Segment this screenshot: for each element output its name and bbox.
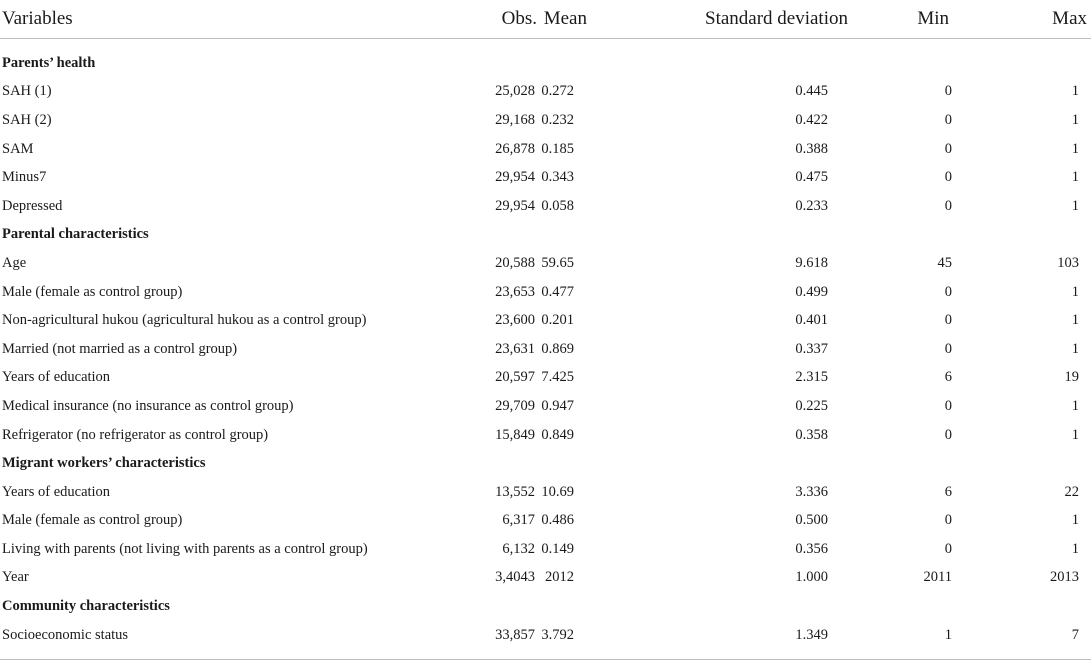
cell-sd	[632, 449, 888, 478]
table-row	[0, 392, 1091, 421]
cell-mean: 0.185	[541, 140, 574, 157]
table-row	[0, 78, 1091, 107]
variable-label: Years of education	[2, 483, 111, 500]
header-max: Max	[986, 0, 1091, 39]
section-label: Community characteristics	[2, 598, 170, 615]
cell-mean: 0.477	[541, 283, 574, 300]
cell-min: 0	[944, 340, 952, 357]
cell-min	[888, 592, 986, 621]
cell-obs	[455, 39, 537, 78]
cell-obs: 33,857	[495, 626, 535, 643]
cell-min: 0	[944, 169, 952, 186]
cell-min: 6	[944, 369, 952, 386]
table-row	[0, 621, 1091, 650]
header-obs: Obs.	[455, 0, 537, 39]
cell-mean: 7.425	[541, 369, 574, 386]
cell-min: 6	[944, 483, 952, 500]
cell-sd: 0.225	[795, 397, 828, 414]
cell-min: 0	[944, 512, 952, 529]
cell-obs: 15,849	[495, 426, 535, 443]
variable-label: SAH (2)	[2, 111, 52, 128]
cell-mean: 0.849	[541, 426, 574, 443]
cell-min: 0	[944, 283, 952, 300]
variable-label: Refrigerator (no refrigerator as control group)	[2, 426, 269, 443]
cell-mean: 0.947	[541, 397, 574, 414]
cell-max: 1	[1071, 312, 1079, 329]
cell-obs: 23,631	[495, 340, 535, 357]
table-row	[0, 135, 1091, 164]
cell-mean	[537, 592, 632, 621]
cell-max: 1	[1071, 397, 1079, 414]
cell-max: 22	[1064, 483, 1079, 500]
table-row	[0, 306, 1091, 335]
cell-sd: 0.233	[795, 197, 828, 214]
section-header-row	[0, 449, 1091, 478]
cell-max	[986, 221, 1091, 250]
variable-label: SAH (1)	[2, 83, 52, 100]
cell-min: 1	[944, 626, 952, 643]
section-header-row	[0, 39, 1091, 78]
table-row	[0, 564, 1091, 593]
cell-min	[888, 39, 986, 78]
cell-mean: 59.65	[541, 254, 574, 271]
header-variables: Variables	[0, 0, 455, 39]
variable-label: Medical insurance (no insurance as control group)	[2, 397, 294, 414]
bottom-rule	[0, 659, 1091, 660]
cell-mean: 2012	[545, 569, 574, 586]
cell-min: 0	[944, 426, 952, 443]
cell-obs: 29,168	[495, 111, 535, 128]
cell-mean: 0.869	[541, 340, 574, 357]
cell-obs	[455, 592, 537, 621]
cell-min: 0	[944, 111, 952, 128]
cell-max: 1	[1071, 169, 1079, 186]
table-row	[0, 535, 1091, 564]
variable-label: Years of education	[2, 369, 111, 386]
cell-mean: 0.201	[541, 312, 574, 329]
table-header	[0, 0, 1091, 39]
cell-max: 1	[1071, 111, 1079, 128]
variable-label: Non-agricultural hukou (agricultural hukou as a control group)	[2, 312, 367, 329]
cell-sd: 9.618	[795, 254, 828, 271]
cell-obs: 26,878	[495, 140, 535, 157]
cell-obs	[455, 221, 537, 250]
cell-max: 103	[1057, 254, 1079, 271]
cell-sd	[632, 592, 888, 621]
variable-label: Age	[2, 254, 27, 271]
cell-sd: 3.336	[795, 483, 828, 500]
cell-obs: 13,552	[495, 483, 535, 500]
cell-max	[986, 592, 1091, 621]
cell-min	[888, 221, 986, 250]
cell-max: 1	[1071, 197, 1079, 214]
cell-min: 0	[944, 83, 952, 100]
cell-max: 19	[1064, 369, 1079, 386]
variable-label: Living with parents (not living with parents as a control group)	[2, 540, 368, 557]
cell-obs: 29,709	[495, 397, 535, 414]
variable-label: Male (female as control group)	[2, 512, 183, 529]
variable-label: Minus7	[2, 169, 47, 186]
cell-mean: 0.486	[541, 512, 574, 529]
cell-min: 0	[944, 197, 952, 214]
cell-mean	[537, 39, 632, 78]
cell-sd: 0.401	[795, 312, 828, 329]
variable-label: Male (female as control group)	[2, 283, 183, 300]
cell-sd: 0.445	[795, 83, 828, 100]
cell-max: 1	[1071, 140, 1079, 157]
section-label: Parental characteristics	[2, 226, 149, 243]
cell-max: 1	[1071, 83, 1079, 100]
cell-sd: 0.475	[795, 169, 828, 186]
cell-mean: 0.058	[541, 197, 574, 214]
cell-mean: 0.272	[541, 83, 574, 100]
cell-max: 1	[1071, 340, 1079, 357]
cell-sd: 2.315	[795, 369, 828, 386]
cell-sd: 0.337	[795, 340, 828, 357]
section-header-row	[0, 221, 1091, 250]
section-label: Parents’ health	[2, 54, 96, 71]
variable-label: Year	[2, 569, 29, 586]
variable-label: Socioeconomic status	[2, 626, 129, 643]
cell-obs: 20,588	[495, 254, 535, 271]
cell-max	[986, 449, 1091, 478]
cell-min: 0	[944, 312, 952, 329]
cell-obs: 25,028	[495, 83, 535, 100]
cell-max: 1	[1071, 426, 1079, 443]
cell-sd: 0.356	[795, 540, 828, 557]
cell-min: 2011	[923, 569, 952, 586]
table-row	[0, 249, 1091, 278]
cell-sd: 0.500	[795, 512, 828, 529]
table-row	[0, 478, 1091, 507]
table-row	[0, 278, 1091, 307]
cell-sd	[632, 221, 888, 250]
variable-label: Depressed	[2, 197, 63, 214]
cell-min: 0	[944, 540, 952, 557]
cell-mean: 10.69	[541, 483, 574, 500]
variable-label: SAM	[2, 140, 34, 157]
cell-mean: 0.149	[541, 540, 574, 557]
cell-max: 7	[1071, 626, 1079, 643]
cell-max: 1	[1071, 283, 1079, 300]
cell-obs: 3,4043	[495, 569, 535, 586]
cell-max: 1	[1071, 512, 1079, 529]
cell-obs: 29,954	[495, 197, 535, 214]
cell-sd: 0.422	[795, 111, 828, 128]
cell-max: 2013	[1050, 569, 1079, 586]
cell-mean: 3.792	[541, 626, 574, 643]
cell-mean: 0.343	[541, 169, 574, 186]
cell-sd	[632, 39, 888, 78]
cell-obs: 23,653	[495, 283, 535, 300]
header-row	[0, 0, 1091, 39]
table-row	[0, 507, 1091, 536]
cell-mean: 0.232	[541, 111, 574, 128]
table-row	[0, 364, 1091, 393]
cell-obs: 23,600	[495, 312, 535, 329]
cell-obs: 6,317	[502, 512, 535, 529]
cell-max: 1	[1071, 540, 1079, 557]
cell-sd: 0.358	[795, 426, 828, 443]
cell-max	[986, 39, 1091, 78]
header-sd: Standard deviation	[632, 0, 888, 39]
cell-min	[888, 449, 986, 478]
cell-obs: 6,132	[502, 540, 535, 557]
cell-mean	[537, 449, 632, 478]
header-mean: Mean	[537, 0, 632, 39]
cell-sd: 1.349	[795, 626, 828, 643]
cell-min: 0	[944, 397, 952, 414]
table-row	[0, 106, 1091, 135]
table-row	[0, 335, 1091, 364]
cell-obs: 29,954	[495, 169, 535, 186]
section-label: Migrant workers’ characteristics	[2, 455, 206, 472]
cell-min: 0	[944, 140, 952, 157]
table-body	[0, 39, 1091, 650]
header-min: Min	[888, 0, 986, 39]
cell-sd: 1.000	[795, 569, 828, 586]
table-row	[0, 192, 1091, 221]
cell-obs: 20,597	[495, 369, 535, 386]
cell-min: 45	[937, 254, 952, 271]
variable-label: Married (not married as a control group)	[2, 340, 238, 357]
cell-sd: 0.388	[795, 140, 828, 157]
table-row	[0, 421, 1091, 450]
cell-obs	[455, 449, 537, 478]
cell-sd: 0.499	[795, 283, 828, 300]
table-row	[0, 163, 1091, 192]
cell-mean	[537, 221, 632, 250]
section-header-row	[0, 592, 1091, 621]
